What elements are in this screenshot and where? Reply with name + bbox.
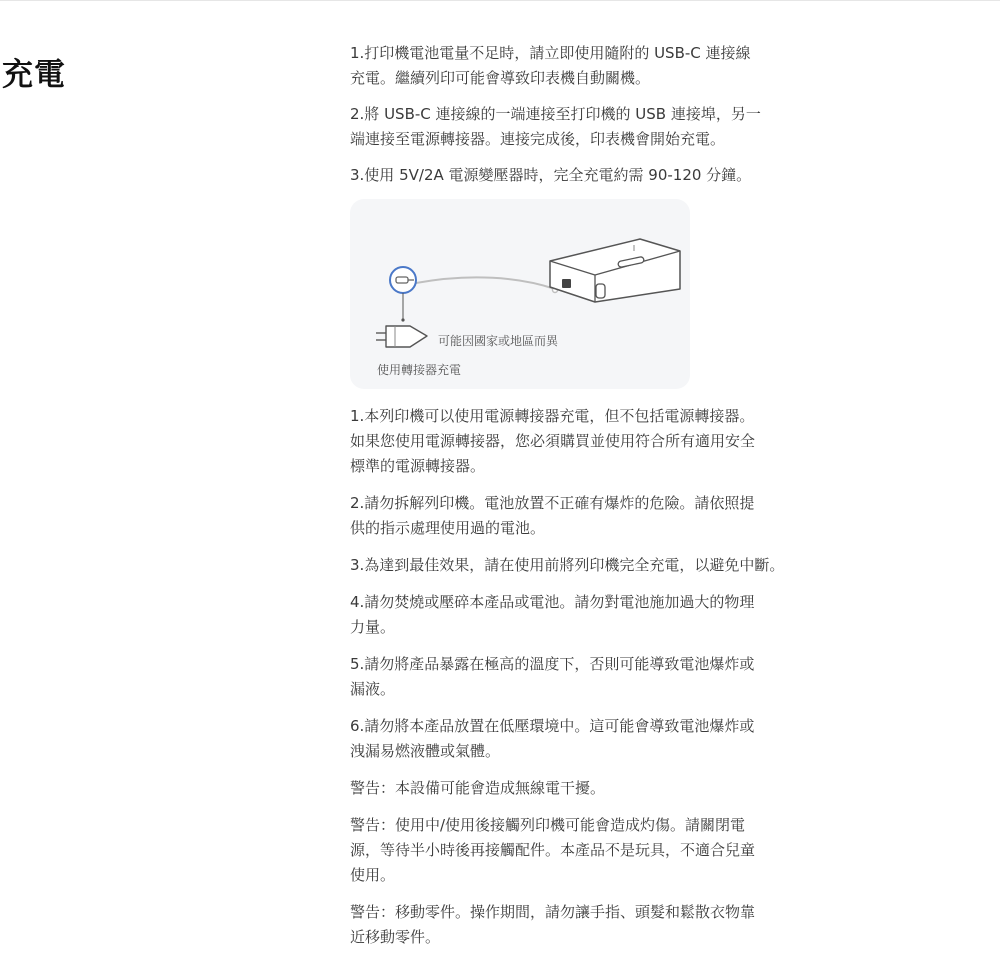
region-note: 可能因國家或地區而異 [438, 334, 559, 348]
intro-paragraph-1 [350, 41, 830, 91]
illustration-caption: 使用轉接器充電 [377, 363, 462, 377]
text-line: 近移動零件。 [350, 928, 441, 946]
content-column [350, 41, 830, 962]
note-item [350, 714, 830, 764]
text-line: 6.請勿將本產品放置在低壓環境中。這可能會導致電池爆炸或 [350, 717, 755, 735]
charging-illustration [350, 199, 690, 389]
intro-paragraph-2 [350, 102, 830, 152]
text-line: 標準的電源轉接器。 [350, 457, 486, 475]
text-line: 警告：移動零件。操作期間，請勿讓手指、頭髮和鬆散衣物靠 [350, 903, 756, 921]
text-line: 漏液。 [350, 680, 396, 698]
power-adapter-icon [376, 326, 427, 347]
text-line: 3.使用 5V/2A 電源變壓器時，完全充電約需 90-120 分鐘。 [350, 166, 752, 184]
warning-item [350, 813, 830, 888]
text-line: 5.請勿將產品暴露在極高的溫度下，否則可能導致電池爆炸或 [350, 655, 755, 673]
top-divider [0, 0, 1000, 1]
text-line: 4.請勿焚燒或壓碎本產品或電池。請勿對電池施加過大的物理 [350, 593, 755, 611]
text-line: 使用。 [350, 866, 396, 884]
text-line: 洩漏易燃液體或氣體。 [350, 742, 501, 760]
text-line: 2.請勿拆解列印機。電池放置不正確有爆炸的危險。請依照提 [350, 494, 755, 512]
text-line: 警告：本設備可能會造成無線電干擾。 [350, 779, 606, 797]
usb-cable [416, 277, 555, 289]
note-item [350, 491, 830, 541]
warning-item [350, 900, 830, 950]
note-item [350, 590, 830, 640]
section-title: 充電 [2, 57, 66, 93]
text-line: 端連接至電源轉接器。連接完成後，印表機會開始充電。 [350, 130, 726, 148]
text-line: 警告：使用中/使用後接觸列印機可能會造成灼傷。請關閉電 [350, 816, 746, 834]
intro-paragraph-3 [350, 163, 830, 188]
text-line: 充電。繼續列印可能會導致印表機自動關機。 [350, 69, 651, 87]
text-line: 2.將 USB-C 連接線的一端連接至打印機的 USB 連接埠，另一 [350, 105, 761, 123]
text-line: 如果您使用電源轉接器，您必須購買並使用符合所有適用安全 [350, 432, 756, 450]
text-line: 1.打印機電池電量不足時，請立即使用隨附的 USB-C 連接線 [350, 44, 751, 62]
note-item [350, 652, 830, 702]
safety-notes-list [350, 404, 830, 950]
printer-icon [550, 239, 680, 302]
text-line: 3.為達到最佳效果，請在使用前將列印機完全充電，以避免中斷。 [350, 556, 785, 574]
text-line: 1.本列印機可以使用電源轉接器充電，但不包括電源轉接器。 [350, 407, 755, 425]
text-line: 源，等待半小時後再接觸配件。本產品不是玩具，不適合兒童 [350, 841, 756, 859]
note-item [350, 553, 830, 578]
text-line: 供的指示處理使用過的電池。 [350, 519, 546, 537]
text-line: 力量。 [350, 618, 396, 636]
note-item [350, 404, 830, 479]
warning-item [350, 776, 830, 801]
